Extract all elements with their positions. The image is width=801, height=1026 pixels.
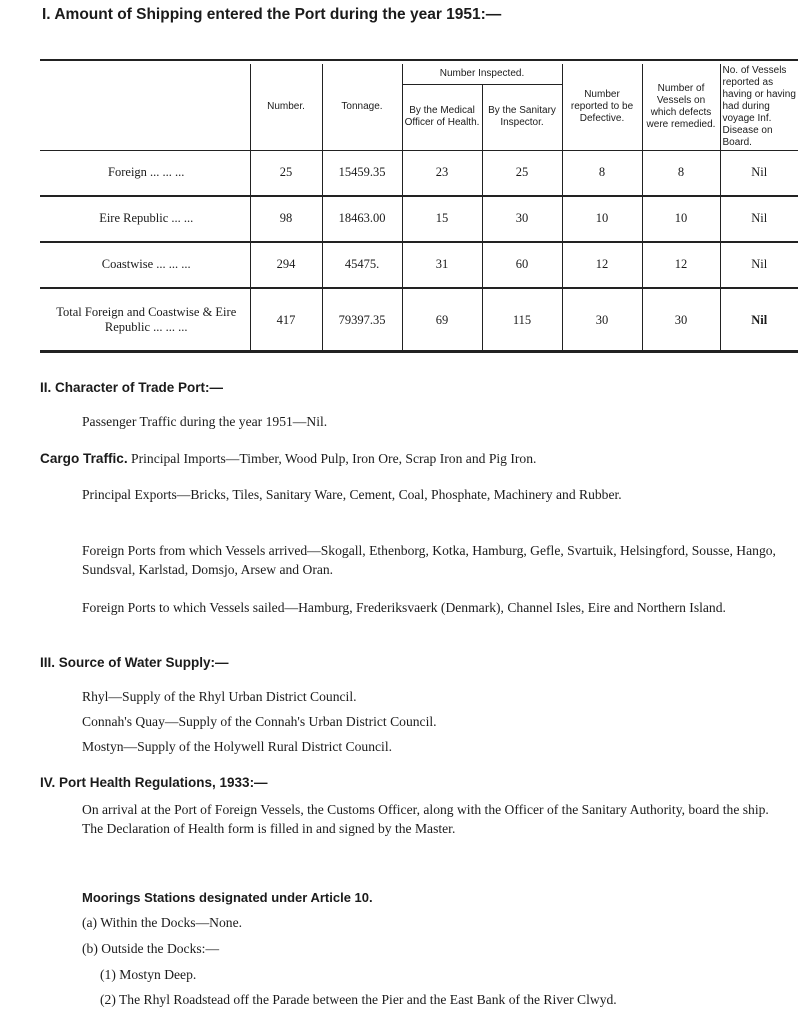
cell-tonnage: 45475. [322,242,402,288]
port-health-text: On arrival at the Port of Foreign Vessels, the Customs Officer, along with the Officer of the Sanitary Authority, board the ship. The Declaration of Health form is filled in and signed by the Master. [82,802,769,836]
row-label: Eire Republic ... ... [99,211,194,225]
cargo-traffic-line [40,449,780,468]
cell-reported: 12 [562,242,642,288]
header-inspected: Number Inspected. [402,64,562,84]
cell-number: 294 [250,242,322,288]
ports-arrived: Foreign Ports from which Vessels arrived—Skogall, Ethenborg, Kotka, Hamburg, Gefle, Svartuik, Helsingford, Sousse, Hango, Sundsval, Karlstad, Domsjo, Arsew and Oran. [82,543,776,577]
cell-reported: 10 [562,196,642,242]
moorings-heading: Moorings Stations designated under Article 10. [82,890,373,905]
cell-remedied: 10 [642,196,720,242]
cell-number: 98 [250,196,322,242]
row-label: Foreign ... ... ... [108,165,185,180]
cargo-traffic-label: Cargo Traffic. [40,451,128,466]
cell-medical-officer: 69 [402,288,482,352]
water-connahs-quay: Connah's Quay—Supply of the Connah's Urban District Council. [82,714,437,729]
cell-sanitary-inspector: 115 [482,288,562,352]
cell-reported: 30 [562,288,642,352]
moorings-mostyn-deep: (1) Mostyn Deep. [100,967,197,982]
cell-medical-officer: 31 [402,242,482,288]
row-label: Total Foreign and Coastwise & Eire Republic ... ... ... [56,305,237,334]
moorings-outside-docks: (b) Outside the Docks:— [82,941,220,956]
header-tonnage: Tonnage. [322,64,402,151]
shipping-table [40,64,798,352]
cell-remedied: 12 [642,242,720,288]
cell-medical-officer: 15 [402,196,482,242]
page-heading: I. Amount of Shipping entered the Port during the year 1951:— [42,6,502,23]
moorings-rhyl-roadstead: (2) The Rhyl Roadstead off the Parade between the Pier and the East Bank of the River Clwyd. [100,992,617,1007]
cell-sanitary-inspector: 25 [482,151,562,196]
bottom-rule [40,350,798,353]
table-row [40,242,798,288]
cell-tonnage: 15459.35 [322,151,402,196]
table-row [40,196,798,242]
cell-disease: Nil [720,242,798,288]
passenger-traffic: Passenger Traffic during the year 1951—Nil. [82,414,328,429]
cell-disease: Nil [720,151,798,196]
cell-sanitary-inspector: 30 [482,196,562,242]
header-number: Number. [250,64,322,151]
header-by-sanitary-inspector: By the Sanitary Inspector. [482,84,562,150]
table-row-total [40,288,798,352]
cell-medical-officer: 23 [402,151,482,196]
cell-remedied: 8 [642,151,720,196]
header-reported: Number reported to be Defective. [562,64,642,151]
cell-number: 417 [250,288,322,352]
principal-imports: Principal Imports—Timber, Wood Pulp, Iron Ore, Scrap Iron and Pig Iron. [131,451,537,466]
cell-tonnage: 18463.00 [322,196,402,242]
section-4-heading: IV. Port Health Regulations, 1933:— [40,775,268,790]
header-blank [40,64,250,151]
cell-tonnage: 79397.35 [322,288,402,352]
section-2-heading: II. Character of Trade Port:— [40,380,224,395]
top-rule [40,59,798,61]
cell-disease: Nil [720,196,798,242]
header-remedied: Number of Vessels on which defects were remedied. [642,64,720,151]
cell-sanitary-inspector: 60 [482,242,562,288]
moorings-within-docks: (a) Within the Docks—None. [82,915,243,930]
header-disease: No. of Vessels reported as having or having had during voyage Inf. Disease on Board. [720,64,798,151]
cell-remedied: 30 [642,288,720,352]
water-rhyl: Rhyl—Supply of the Rhyl Urban District Council. [82,689,357,704]
cell-number: 25 [250,151,322,196]
principal-exports: Principal Exports—Bricks, Tiles, Sanitary Ware, Cement, Coal, Phosphate, Machinery and Rubber. [82,487,622,502]
row-label: Coastwise ... ... ... [101,257,191,271]
table-row [40,151,798,196]
section-3-heading: III. Source of Water Supply:— [40,655,229,670]
cell-disease: Nil [720,288,798,352]
ports-sailed: Foreign Ports to which Vessels sailed—Hamburg, Frederiksvaerk (Denmark), Channel Isles, Eire and Northern Island. [82,600,726,615]
header-by-medical-officer: By the Medical Officer of Health. [402,84,482,150]
water-mostyn: Mostyn—Supply of the Holywell Rural District Council. [82,739,392,754]
cell-reported: 8 [562,151,642,196]
